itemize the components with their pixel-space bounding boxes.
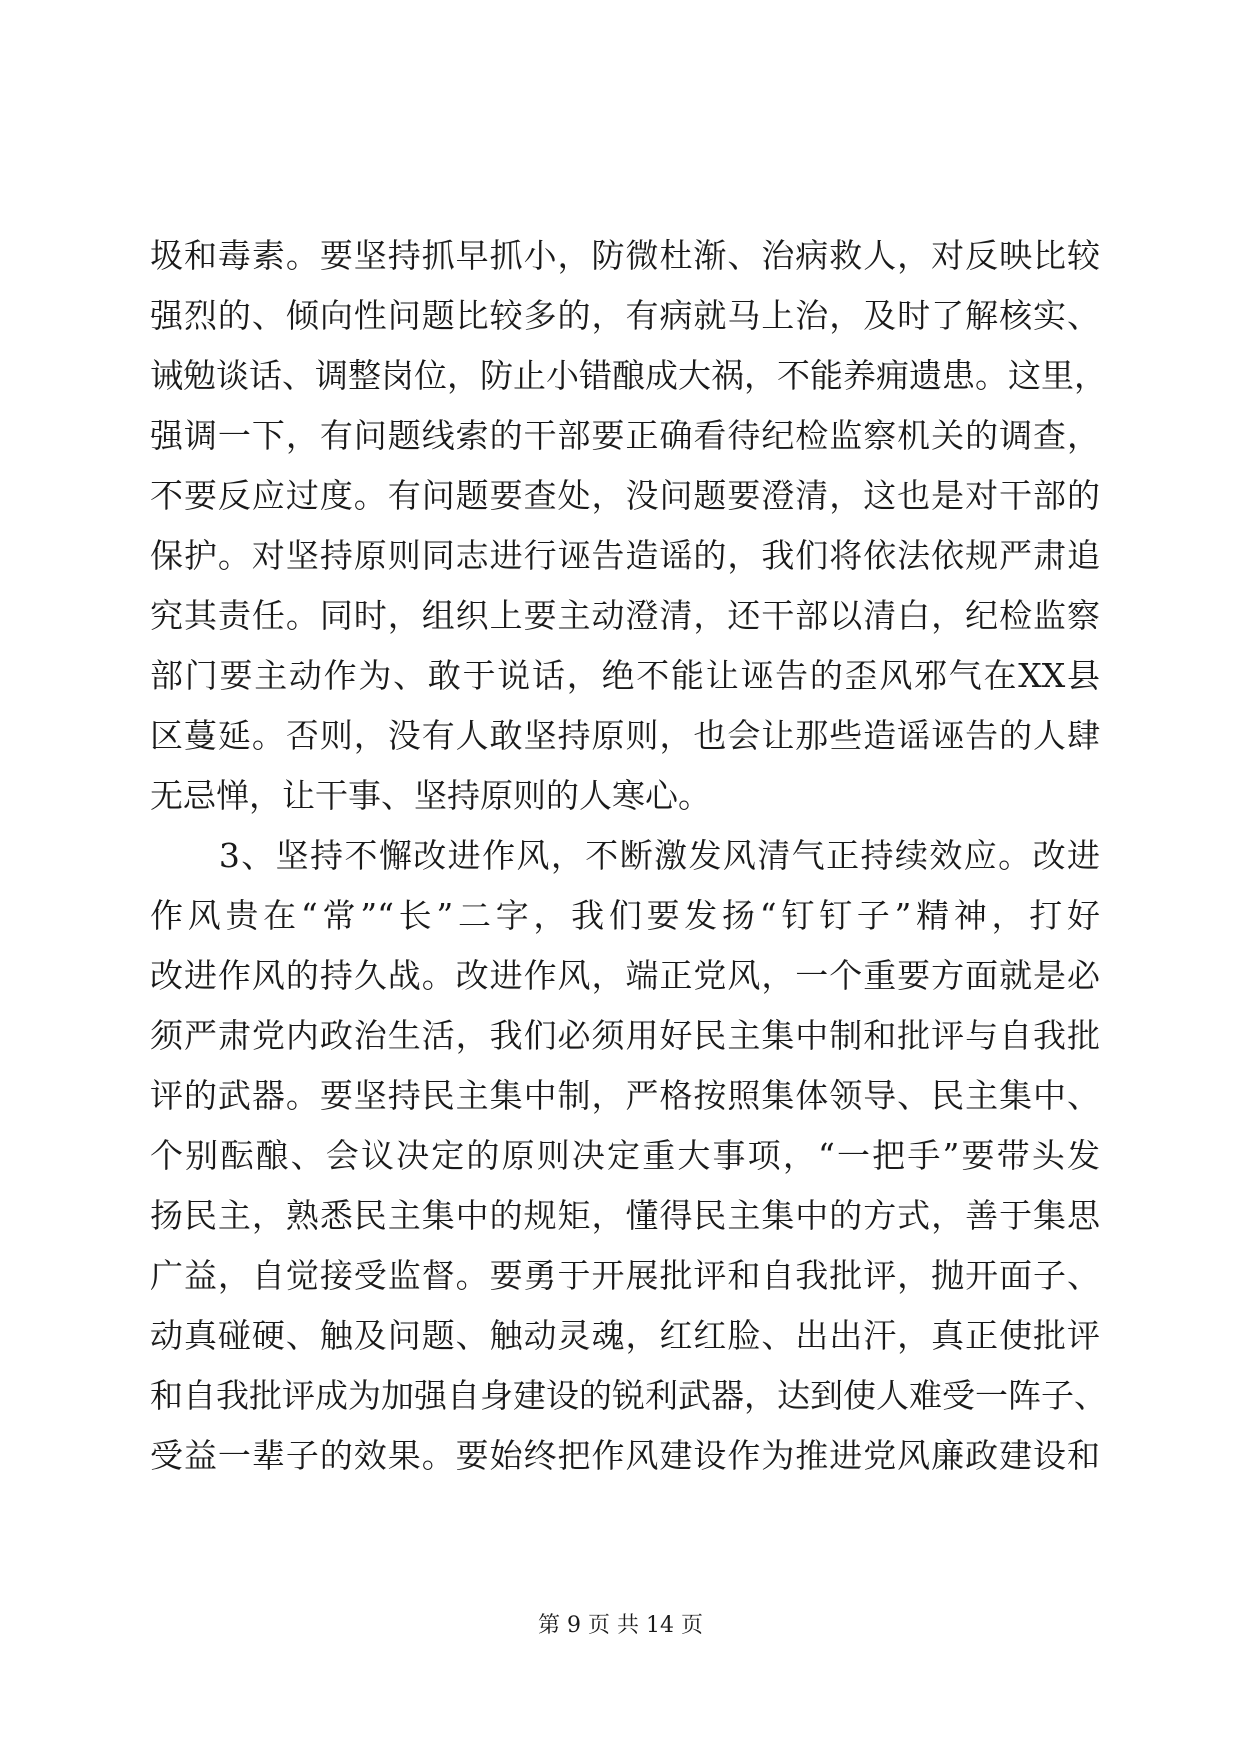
- text-line: 改进作风的持久战。改进作风，端正党风，一个重要方面就是必: [150, 956, 1100, 995]
- document-body: [150, 226, 1107, 1486]
- text-line: 强烈的、倾向性问题比较多的，有病就马上治，及时了解核实、: [150, 296, 1100, 335]
- text-line: 3、坚持不懈改进作风，不断激发风清气正持续效应。改进: [150, 836, 1100, 875]
- text-line: 诫勉谈话、调整岗位，防止小错酿成大祸，不能养痈遗患。这里，: [150, 356, 1107, 395]
- text-line: 究其责任。同时，组织上要主动澄清，还干部以清白，纪检监察: [150, 596, 1100, 635]
- text-line: 受益一辈子的效果。要始终把作风建设作为推进党风廉政建设和: [150, 1436, 1100, 1475]
- text-line: 部门要主动作为、敢于说话，绝不能让诬告的歪风邪气在XX县: [150, 656, 1100, 695]
- text-line: 无忌惮，让干事、坚持原则的人寒心。: [150, 776, 711, 815]
- text-line: 区蔓延。否则，没有人敢坚持原则，也会让那些造谣诬告的人肆: [150, 716, 1100, 755]
- text-line: 作风贵在“常”“长”二字，我们要发扬“钉钉子”精神，打好: [150, 896, 1100, 935]
- text-line: 和自我批评成为加强自身建设的锐利武器，达到使人难受一阵子、: [150, 1376, 1107, 1415]
- text-line: 动真碰硬、触及问题、触动灵魂，红红脸、出出汗，真正使批评: [150, 1316, 1100, 1355]
- page-number: 第 9 页 共 14 页: [538, 1613, 703, 1638]
- text-line: 须严肃党内政治生活，我们必须用好民主集中制和批评与自我批: [150, 1016, 1100, 1055]
- text-line: 圾和毒素。要坚持抓早抓小，防微杜渐、治病救人，对反映比较: [150, 236, 1100, 275]
- text-line: 扬民主，熟悉民主集中的规矩，懂得民主集中的方式，善于集思: [150, 1196, 1100, 1235]
- text-line: 评的武器。要坚持民主集中制，严格按照集体领导、民主集中、: [150, 1076, 1100, 1115]
- text-line: 保护。对坚持原则同志进行诬告造谣的，我们将依法依规严肃追: [150, 536, 1100, 575]
- text-line: 不要反应过度。有问题要查处，没问题要澄清，这也是对干部的: [150, 476, 1100, 515]
- text-line: 个别酝酿、会议决定的原则决定重大事项，“一把手”要带头发: [150, 1136, 1100, 1175]
- text-line: 广益，自觉接受监督。要勇于开展批评和自我批评，抛开面子、: [150, 1256, 1100, 1295]
- text-line: 强调一下，有问题线索的干部要正确看待纪检监察机关的调查，: [150, 416, 1100, 455]
